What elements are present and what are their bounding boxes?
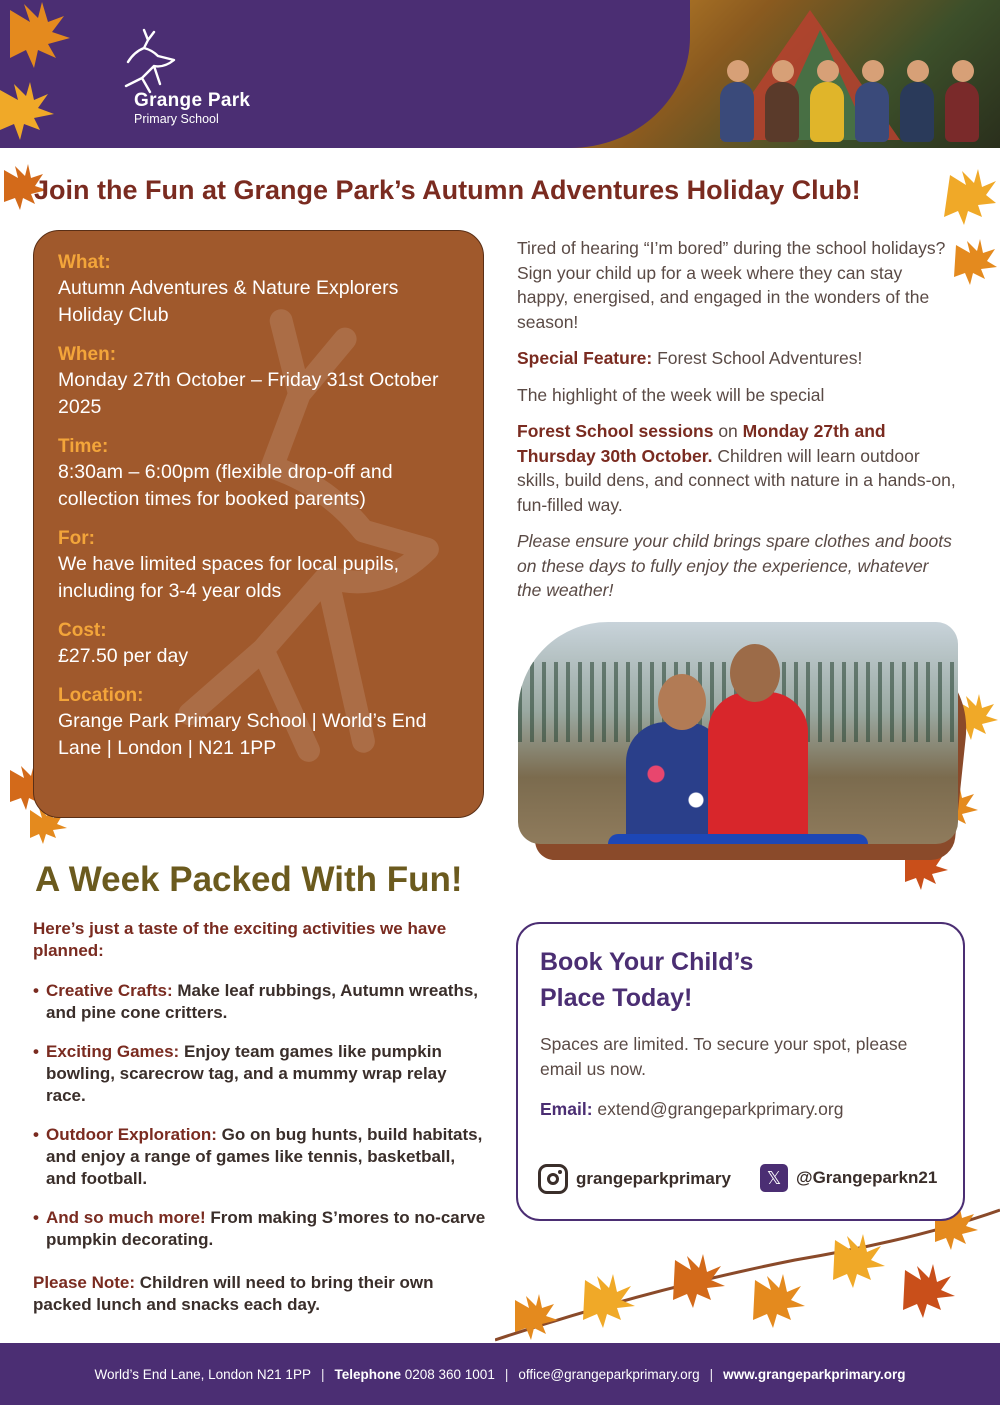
page-title: Join the Fun at Grange Park’s Autumn Adventures Holiday Club! xyxy=(34,175,861,205)
info-value: 8:30am – 6:00pm (flexible drop-off and collection times for booked parents) xyxy=(58,461,393,510)
club-info-box xyxy=(33,230,484,818)
forest-school-on: on xyxy=(713,421,743,441)
email-label: Email: xyxy=(540,1099,593,1119)
footer-separator: | xyxy=(504,1366,509,1382)
list-item: • Creative Crafts: Make leaf rubbings, Autumn wreaths, and pine cone critters. xyxy=(33,981,479,1022)
info-label: For: xyxy=(58,528,95,549)
intro-text-column xyxy=(517,236,957,615)
footer-separator: | xyxy=(320,1366,325,1382)
forest-school-paragraph xyxy=(517,419,957,517)
header-photo-children-forest xyxy=(570,0,1000,148)
list-item: • Exciting Games: Enjoy team games like pumpkin bowling, scarecrow tag, and a mummy wrap relay race. xyxy=(33,1042,447,1105)
clothing-note: Please ensure your child brings spare clothes and boots on these days to fully enjoy the experience, whatever the weather! xyxy=(517,531,952,600)
social-links xyxy=(538,1164,948,1196)
activity-label: Exciting Games: xyxy=(46,1042,180,1061)
activity-text: Go on bug hunts, build habitats, and enjoy a range of games like tennis, basketball, and football. xyxy=(46,1125,483,1188)
info-label: Time: xyxy=(58,436,109,457)
note-text: Children will need to bring their own packed lunch and snacks each day. xyxy=(33,1273,434,1314)
instagram-link[interactable] xyxy=(538,1164,731,1194)
deer-logo-icon xyxy=(114,26,184,96)
x-logo-icon: 𝕏 xyxy=(760,1164,788,1192)
forest-school-dates: Monday 27th and Thursday 30th October. xyxy=(517,421,886,466)
footer-email-link[interactable]: office@grangeparkprimary.org xyxy=(518,1366,700,1382)
footer-separator: | xyxy=(709,1366,714,1382)
info-when xyxy=(58,343,459,421)
info-location xyxy=(58,684,459,762)
info-value: Autumn Adventures & Nature Explorers Holiday Club xyxy=(58,277,399,326)
list-item: • And so much more! From making S’mores to no-carve pumpkin decorating. xyxy=(33,1208,486,1249)
special-feature-label: Special Feature: xyxy=(517,348,653,368)
booking-text: Spaces are limited. To secure your spot, please email us now. xyxy=(540,1034,908,1079)
special-feature-text: Forest School Adventures! xyxy=(652,348,863,368)
school-subtitle: Primary School xyxy=(134,112,219,126)
activity-text: Make leaf rubbings, Autumn wreaths, and pine cone critters. xyxy=(46,981,479,1022)
booking-title: Book Your Child’s Place Today! xyxy=(540,948,754,1012)
info-label: When: xyxy=(58,344,117,365)
special-feature-paragraph xyxy=(517,346,957,371)
footer-website-link[interactable]: www.grangeparkprimary.org xyxy=(723,1366,906,1382)
forest-school-label: Forest School sessions xyxy=(517,421,714,441)
telephone-label: Telephone xyxy=(334,1366,401,1382)
intro-paragraph: Tired of hearing “I’m bored” during the school holidays? Sign your child up for a week where they can stay happy, energised, and engaged in the wonders of the season! xyxy=(517,238,946,332)
activity-label: Outdoor Exploration: xyxy=(46,1125,217,1144)
info-for xyxy=(58,527,459,605)
info-value: £27.50 per day xyxy=(58,645,189,667)
week-intro: Here’s just a taste of the exciting activities we have planned: xyxy=(33,919,447,960)
activity-label: Creative Crafts: xyxy=(46,981,173,1000)
autumn-leaves-bottom-right-icon xyxy=(495,1200,1000,1343)
week-section-title: A Week Packed With Fun! xyxy=(35,860,463,899)
instagram-icon xyxy=(538,1164,568,1194)
school-name: Grange Park xyxy=(134,90,251,111)
info-label: What: xyxy=(58,252,111,273)
footer-telephone xyxy=(334,1367,494,1382)
booking-email xyxy=(540,1099,941,1120)
activities-list xyxy=(33,980,488,1268)
forest-school-text: Children will learn outdoor skills, build dens, and connect with nature in a hands-on, fun-filled way. xyxy=(517,445,956,515)
highlight-paragraph: The highlight of the week will be special xyxy=(517,384,825,405)
info-label: Location: xyxy=(58,685,144,706)
footer-address: World’s End Lane, London N21 1PP xyxy=(94,1366,311,1382)
booking-box xyxy=(516,922,965,1221)
school-logo xyxy=(108,26,278,136)
packed-lunch-note xyxy=(33,1272,488,1316)
children-playing-photo xyxy=(518,622,970,862)
x-handle: @Grangeparkn21 xyxy=(796,1168,938,1187)
activity-text: From making S’mores to no-carve pumpkin decorating. xyxy=(46,1208,486,1249)
info-what xyxy=(58,251,459,329)
footer xyxy=(0,1343,1000,1405)
info-value: Monday 27th October – Friday 31st October 2025 xyxy=(58,369,439,418)
activity-label: And so much more! xyxy=(46,1208,206,1227)
info-value: We have limited spaces for local pupils, including for 3-4 year olds xyxy=(58,553,400,602)
email-address-link[interactable]: extend@grangeparkprimary.org xyxy=(592,1099,844,1119)
note-label: Please Note: xyxy=(33,1273,136,1292)
info-label: Cost: xyxy=(58,620,107,641)
activity-text: Enjoy team games like pumpkin bowling, scarecrow tag, and a mummy wrap relay race. xyxy=(46,1042,447,1105)
x-link[interactable] xyxy=(760,1164,937,1192)
list-item: • Outdoor Exploration: Go on bug hunts, build habitats, and enjoy a range of games like tennis, basketball, and football. xyxy=(33,1125,483,1188)
header-banner xyxy=(0,0,1000,148)
telephone-number[interactable]: 0208 360 1001 xyxy=(400,1366,495,1382)
info-cost xyxy=(58,619,459,670)
info-time xyxy=(58,435,459,513)
info-value: Grange Park Primary School | World’s End Lane | London | N21 1PP xyxy=(58,710,427,759)
instagram-handle: grangeparkprimary xyxy=(576,1169,731,1188)
